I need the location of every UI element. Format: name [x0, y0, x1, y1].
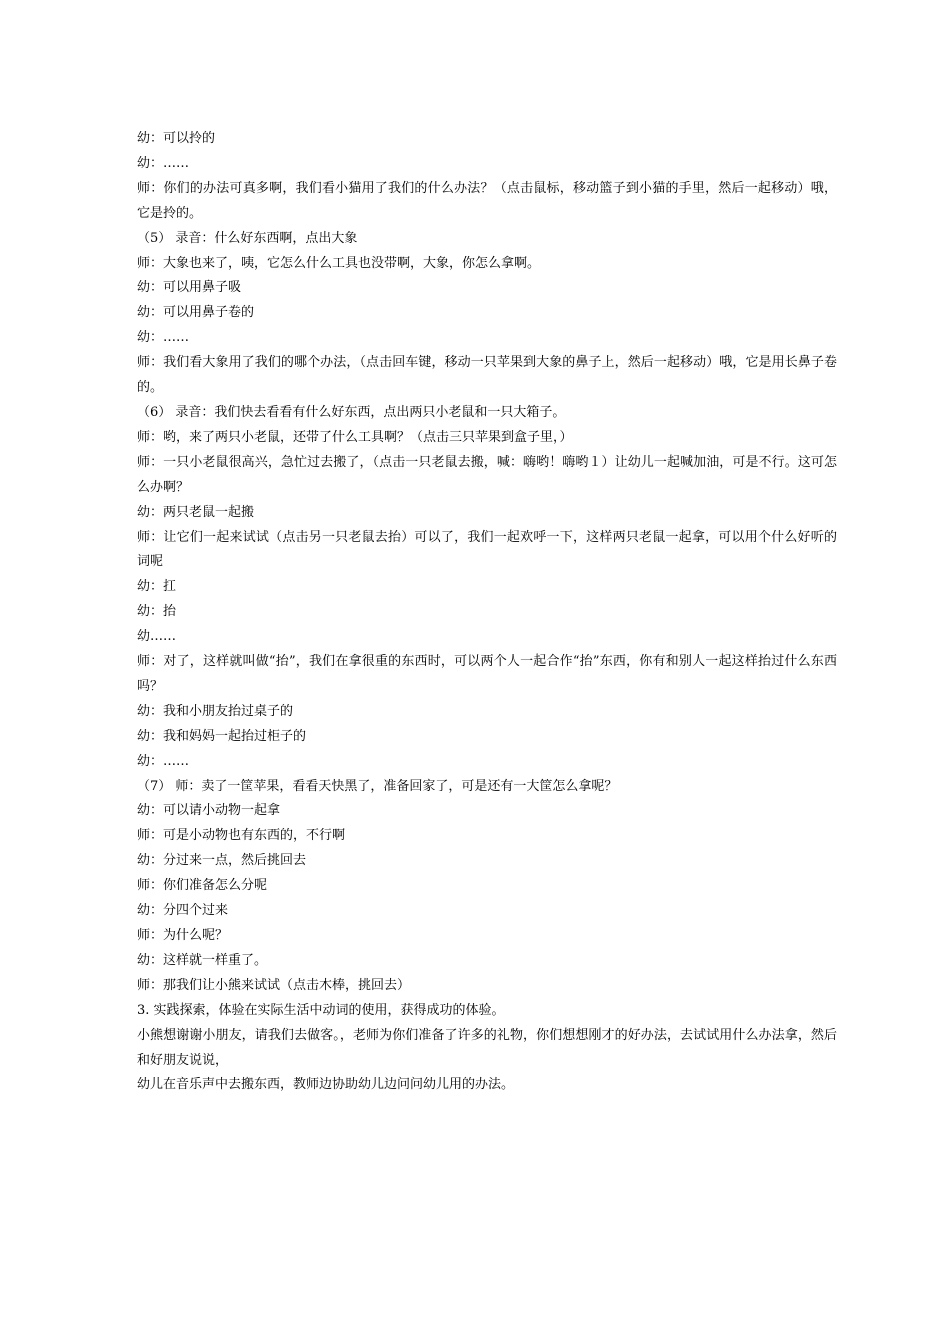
dialogue-line: 幼：分过来一点，然后挑回去: [137, 853, 307, 869]
section-heading: 3. 实践探索，体验在实际生活中动词的使用，获得成功的体验。: [137, 1002, 505, 1018]
dialogue-paragraph: 师：我们看大象用了我们的哪个办法，（点击回车键，移动一只苹果到大象的鼻子上，然后一起移动）哦，它是用长鼻子卷的。: [137, 355, 837, 396]
dialogue-line: 幼：可以请小动物一起拿: [137, 803, 281, 819]
body-paragraph: 幼儿在音乐声中去搬东西，教师边协助幼儿边问问幼儿用的办法。: [137, 1077, 515, 1093]
dialogue-line: 师：那我们让小熊来试试（点击木棒，挑回去）: [137, 977, 411, 993]
dialogue-line: 幼：……: [137, 155, 190, 171]
dialogue-line: 师：大象也来了，咦，它怎么什么工具也没带啊，大象，你怎么拿啊。: [137, 255, 541, 271]
step-heading: （7） 师：卖了一筐苹果，看看天快黑了，准备回家了，可是还有一大筐怎么拿呢？: [137, 778, 618, 794]
dialogue-line: 幼……: [137, 629, 177, 645]
dialogue-line: 师：你们准备怎么分呢: [137, 878, 268, 894]
dialogue-line: 幼：两只老鼠一起搬: [137, 504, 255, 520]
dialogue-line: 幼：……: [137, 330, 190, 346]
dialogue-paragraph: 师：让它们一起来试试（点击另一只老鼠去抬）可以了，我们一起欢呼一下，这样两只老鼠一起拿，可以用个什么好听的词呢: [137, 529, 837, 570]
dialogue-paragraph: 师：你们的办法可真多啊，我们看小猫用了我们的什么办法？（点击鼠标，移动篮子到小猫的手里，然后一起移动）哦，它是拎的。: [137, 180, 837, 221]
body-paragraph: 小熊想谢谢小朋友，请我们去做客。，老师为你们准备了许多的礼物，你们想想刚才的好办法，去试试用什么办法拿，然后和好朋友说说，: [137, 1027, 837, 1068]
dialogue-line: 幼：可以拎的: [137, 131, 216, 146]
document-body: [137, 127, 837, 1098]
dialogue-paragraph: 师：一只小老鼠很高兴，急忙过去搬了，（点击一只老鼠去搬，喊：嗨哟！嗨哟１）让幼儿一起喊加油，可是不行。这可怎么办啊？: [137, 454, 837, 495]
dialogue-line: 幼：我和妈妈一起抬过柜子的: [137, 728, 307, 744]
dialogue-line: 幼：抬: [137, 604, 177, 620]
step-heading: （5） 录音：什么好东西啊，点出大象: [137, 230, 358, 246]
dialogue-line: 幼：可以用鼻子卷的: [137, 305, 255, 321]
dialogue-paragraph: 师：对了，这样就叫做“抬”，我们在拿很重的东西时，可以两个人一起合作“抬”东西，你有和别人一起这样抬过什么东西吗？: [137, 654, 837, 694]
step-heading: （6） 录音：我们快去看看有什么好东西，点出两只小老鼠和一只大箱子。: [137, 404, 566, 420]
dialogue-line: 幼：……: [137, 753, 190, 769]
dialogue-line: 师：哟，来了两只小老鼠，还带了什么工具啊？（点击三只苹果到盒子里，）: [137, 429, 573, 445]
dialogue-line: 幼：分四个过来: [137, 903, 229, 919]
dialogue-line: 幼：这样就一样重了。: [137, 952, 268, 968]
dialogue-line: 师：可是小动物也有东西的，不行啊: [137, 828, 346, 844]
dialogue-line: 师：为什么呢？: [137, 928, 229, 943]
dialogue-line: 幼：可以用鼻子吸: [137, 280, 242, 296]
dialogue-line: 幼：我和小朋友抬过桌子的: [137, 703, 294, 719]
dialogue-line: 幼：扛: [137, 579, 177, 595]
